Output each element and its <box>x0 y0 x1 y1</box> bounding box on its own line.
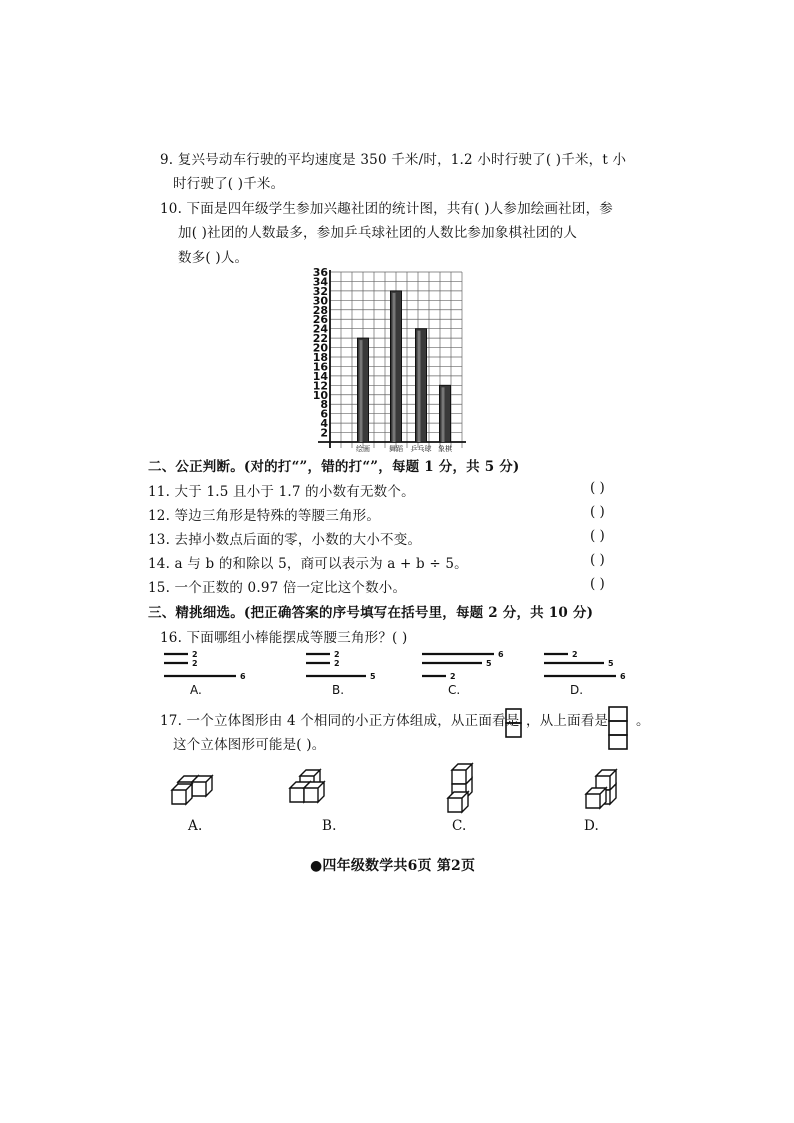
q17-option-label: D. <box>584 818 600 834</box>
judgment-item-11: 11. 大于 1.5 且小于 1.7 的小数有无数个。 <box>148 484 415 500</box>
top-view-icon <box>608 706 630 752</box>
x-tick-label: 绘画 <box>356 445 370 453</box>
q16-text: 16. 下面哪组小棒能摆成等腰三角形？( ) <box>160 630 408 646</box>
q10-line1: 10. 下面是四年级学生参加兴趣社团的统计图，共有( )人参加绘画社团，参 <box>160 201 613 217</box>
y-tick-label: 14 <box>312 369 328 383</box>
y-tick-label: 24 <box>312 322 328 336</box>
bar-2 <box>391 291 402 442</box>
y-tick-label: 2 <box>320 426 328 440</box>
stick-length-label: 2 <box>334 650 340 659</box>
y-tick-label: 12 <box>312 379 328 393</box>
q17-line2: 这个立体图形可能是( )。 <box>173 737 326 753</box>
q17-cube-figures <box>160 760 640 820</box>
y-tick-label: 26 <box>312 313 328 327</box>
y-tick-label: 28 <box>312 303 328 317</box>
y-tick-label: 20 <box>312 341 328 355</box>
bar-1 <box>358 338 369 442</box>
stick-length-label: 6 <box>498 650 504 659</box>
answer-paren-14[interactable]: ( ) <box>590 552 605 568</box>
q17-option-label: C. <box>452 818 467 834</box>
q16-stick-options <box>150 648 650 700</box>
judgment-item-12: 12. 等边三角形是特殊的等腰三角形。 <box>148 508 381 524</box>
stick-length-label: 2 <box>334 659 340 668</box>
q10-line2: 加( )社团的人数最多，参加乒乓球社团的人数比参加象棋社团的人 <box>178 225 578 241</box>
y-tick-label: 30 <box>312 294 328 308</box>
bar-4 <box>440 385 451 442</box>
stick-length-label: 6 <box>620 672 626 681</box>
bar-highlight <box>418 331 421 442</box>
cube-figure-b <box>290 770 324 802</box>
x-tick-label: 象棋 <box>438 445 452 453</box>
q17-line1c: 。 <box>636 713 650 729</box>
x-tick-label: 舞蹈 <box>389 445 403 453</box>
judgment-item-14: 14. a 与 b 的和除以 5，商可以表示为 a + b ÷ 5。 <box>148 556 468 572</box>
stick-length-label: 2 <box>450 672 456 681</box>
q9-line2: 时行驶了( )千米。 <box>173 176 285 192</box>
y-tick-label: 32 <box>312 284 328 298</box>
q16-option-label: A. <box>190 683 202 697</box>
answer-paren-12[interactable]: ( ) <box>590 504 605 520</box>
stick-length-label: 2 <box>572 650 578 659</box>
y-tick-label: 36 <box>312 266 328 279</box>
front-view-icon <box>505 708 523 740</box>
q16-option-label: C. <box>448 683 461 697</box>
q16-option-label: D. <box>570 683 584 697</box>
stick-length-label: 5 <box>370 672 376 681</box>
section3-title: 三、精挑细选。(把正确答案的序号填写在括号里，每题 2 分，共 10 分) <box>148 605 594 621</box>
y-tick-label: 34 <box>312 275 328 289</box>
page-footer: ●四年级数学共6页 第2页 <box>310 858 476 874</box>
judgment-item-15: 15. 一个正数的 0.97 倍一定比这个数小。 <box>148 580 407 596</box>
x-tick-label: 乒乓球 <box>410 445 432 453</box>
cube-figure-d <box>586 770 616 808</box>
stick-length-label: 2 <box>192 659 198 668</box>
answer-paren-15[interactable]: ( ) <box>590 576 605 592</box>
stick-length-label: 5 <box>486 659 492 668</box>
cube-figure-a <box>172 776 212 804</box>
club-bar-chart <box>310 266 470 456</box>
y-tick-label: 8 <box>320 398 328 412</box>
q9-line1: 9. 复兴号动车行驶的平均速度是 350 千米/时，1.2 小时行驶了( )千米，t 小 <box>160 152 627 168</box>
bar-highlight <box>393 293 396 442</box>
stick-length-label: 5 <box>608 659 614 668</box>
judgment-item-13: 13. 去掉小数点后面的零，小数的大小不变。 <box>148 532 422 548</box>
q17-line1a: 17. 一个立体图形由 4 个相同的小正方体组成，从正面看是 <box>160 713 520 729</box>
q10-line3: 数多( )人。 <box>178 250 249 266</box>
cube-figure-c <box>448 764 472 812</box>
q16-option-label: B. <box>332 683 345 697</box>
y-tick-label: 10 <box>312 388 328 402</box>
bar-highlight <box>360 340 363 442</box>
answer-paren-11[interactable]: ( ) <box>590 480 605 496</box>
y-tick-label: 6 <box>320 407 328 421</box>
q17-line1b: ，从上面看是 <box>526 713 609 729</box>
bar-3 <box>416 329 427 442</box>
q17-option-label: B. <box>322 818 337 834</box>
section2-title: 二、公正判断。(对的打“”，错的打“”，每题 1 分，共 5 分) <box>148 459 520 475</box>
answer-paren-13[interactable]: ( ) <box>590 528 605 544</box>
bar-highlight <box>442 387 445 442</box>
y-tick-label: 16 <box>312 360 328 374</box>
y-tick-label: 22 <box>312 332 328 346</box>
q17-option-label: A. <box>188 818 203 834</box>
y-tick-label: 18 <box>312 351 328 364</box>
stick-length-label: 2 <box>192 650 198 659</box>
stick-length-label: 6 <box>240 672 246 681</box>
y-tick-label: 4 <box>320 417 328 431</box>
